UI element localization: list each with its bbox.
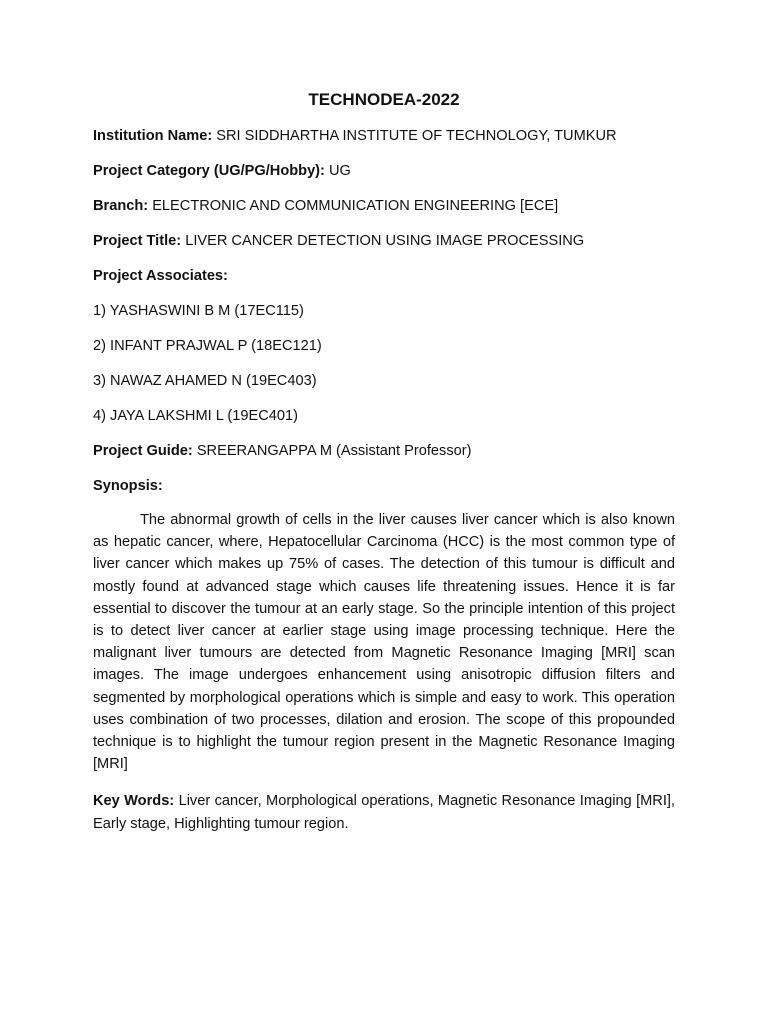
associate-item: 2) INFANT PRAJWAL P (18EC121)	[93, 338, 322, 354]
guide-label: Project Guide:	[93, 443, 193, 459]
synopsis-paragraph	[93, 509, 675, 775]
keywords-paragraph	[93, 790, 675, 834]
branch-line	[93, 197, 675, 216]
project-title-line	[93, 232, 675, 251]
project-title-value: LIVER CANCER DETECTION USING IMAGE PROCESSING	[185, 233, 585, 249]
synopsis-label: Synopsis:	[93, 478, 163, 494]
guide-line	[93, 442, 675, 461]
institution-value: SRI SIDDHARTHA INSTITUTE OF TECHNOLOGY, TUMKUR	[216, 128, 617, 144]
associates-label: Project Associates:	[93, 268, 228, 284]
associate-item: 4) JAYA LAKSHMI L (19EC401)	[93, 408, 298, 424]
category-line	[93, 162, 675, 181]
synopsis-text: The abnormal growth of cells in the liver causes liver cancer which is also known as hepatic cancer, where, Hepatocellular Carcinoma (HCC) is the most common type of liver cancer which makes up 75% of cases. The detection of this tumour is difficult and mostly found at advanced stage which causes life threatening issues. Hence it is far essential to discover the tumour at an early stage. So the principle intention of this project is to detect liver cancer at earlier stage using image processing technique. Here the malignant liver tumours are detected from Magnetic Resonance Imaging [MRI] scan images. The image undergoes enhancement using anisotropic diffusion filters and segmented by morphological operations which is simple and easy to work. This operation uses combination of two processes, dilation and erosion. The scope of this propounded technique is to highlight the tumour region present in the Magnetic Resonance Imaging [MRI]	[93, 512, 675, 773]
associates-heading	[93, 267, 675, 286]
project-title-label: Project Title:	[93, 233, 182, 249]
synopsis-heading	[93, 477, 675, 496]
associate-item: 1) YASHASWINI B M (17EC115)	[93, 303, 304, 319]
keywords-value: Liver cancer, Morphological operations, Magnetic Resonance Imaging [MRI], Early stage, Highlighting tumour region.	[93, 793, 675, 832]
branch-label: Branch:	[93, 198, 149, 214]
category-label: Project Category (UG/PG/Hobby):	[93, 163, 325, 179]
institution-line	[93, 127, 675, 146]
document-title: TECHNODEA-2022	[308, 90, 460, 109]
keywords-label: Key Words:	[93, 793, 175, 810]
branch-value: ELECTRONIC AND COMMUNICATION ENGINEERING [ECE]	[152, 198, 559, 214]
guide-value: SREERANGAPPA M (Assistant Professor)	[196, 443, 472, 459]
associate-item: 3) NAWAZ AHAMED N (19EC403)	[93, 373, 317, 389]
institution-label: Institution Name:	[93, 128, 213, 144]
category-value: UG	[328, 163, 351, 179]
